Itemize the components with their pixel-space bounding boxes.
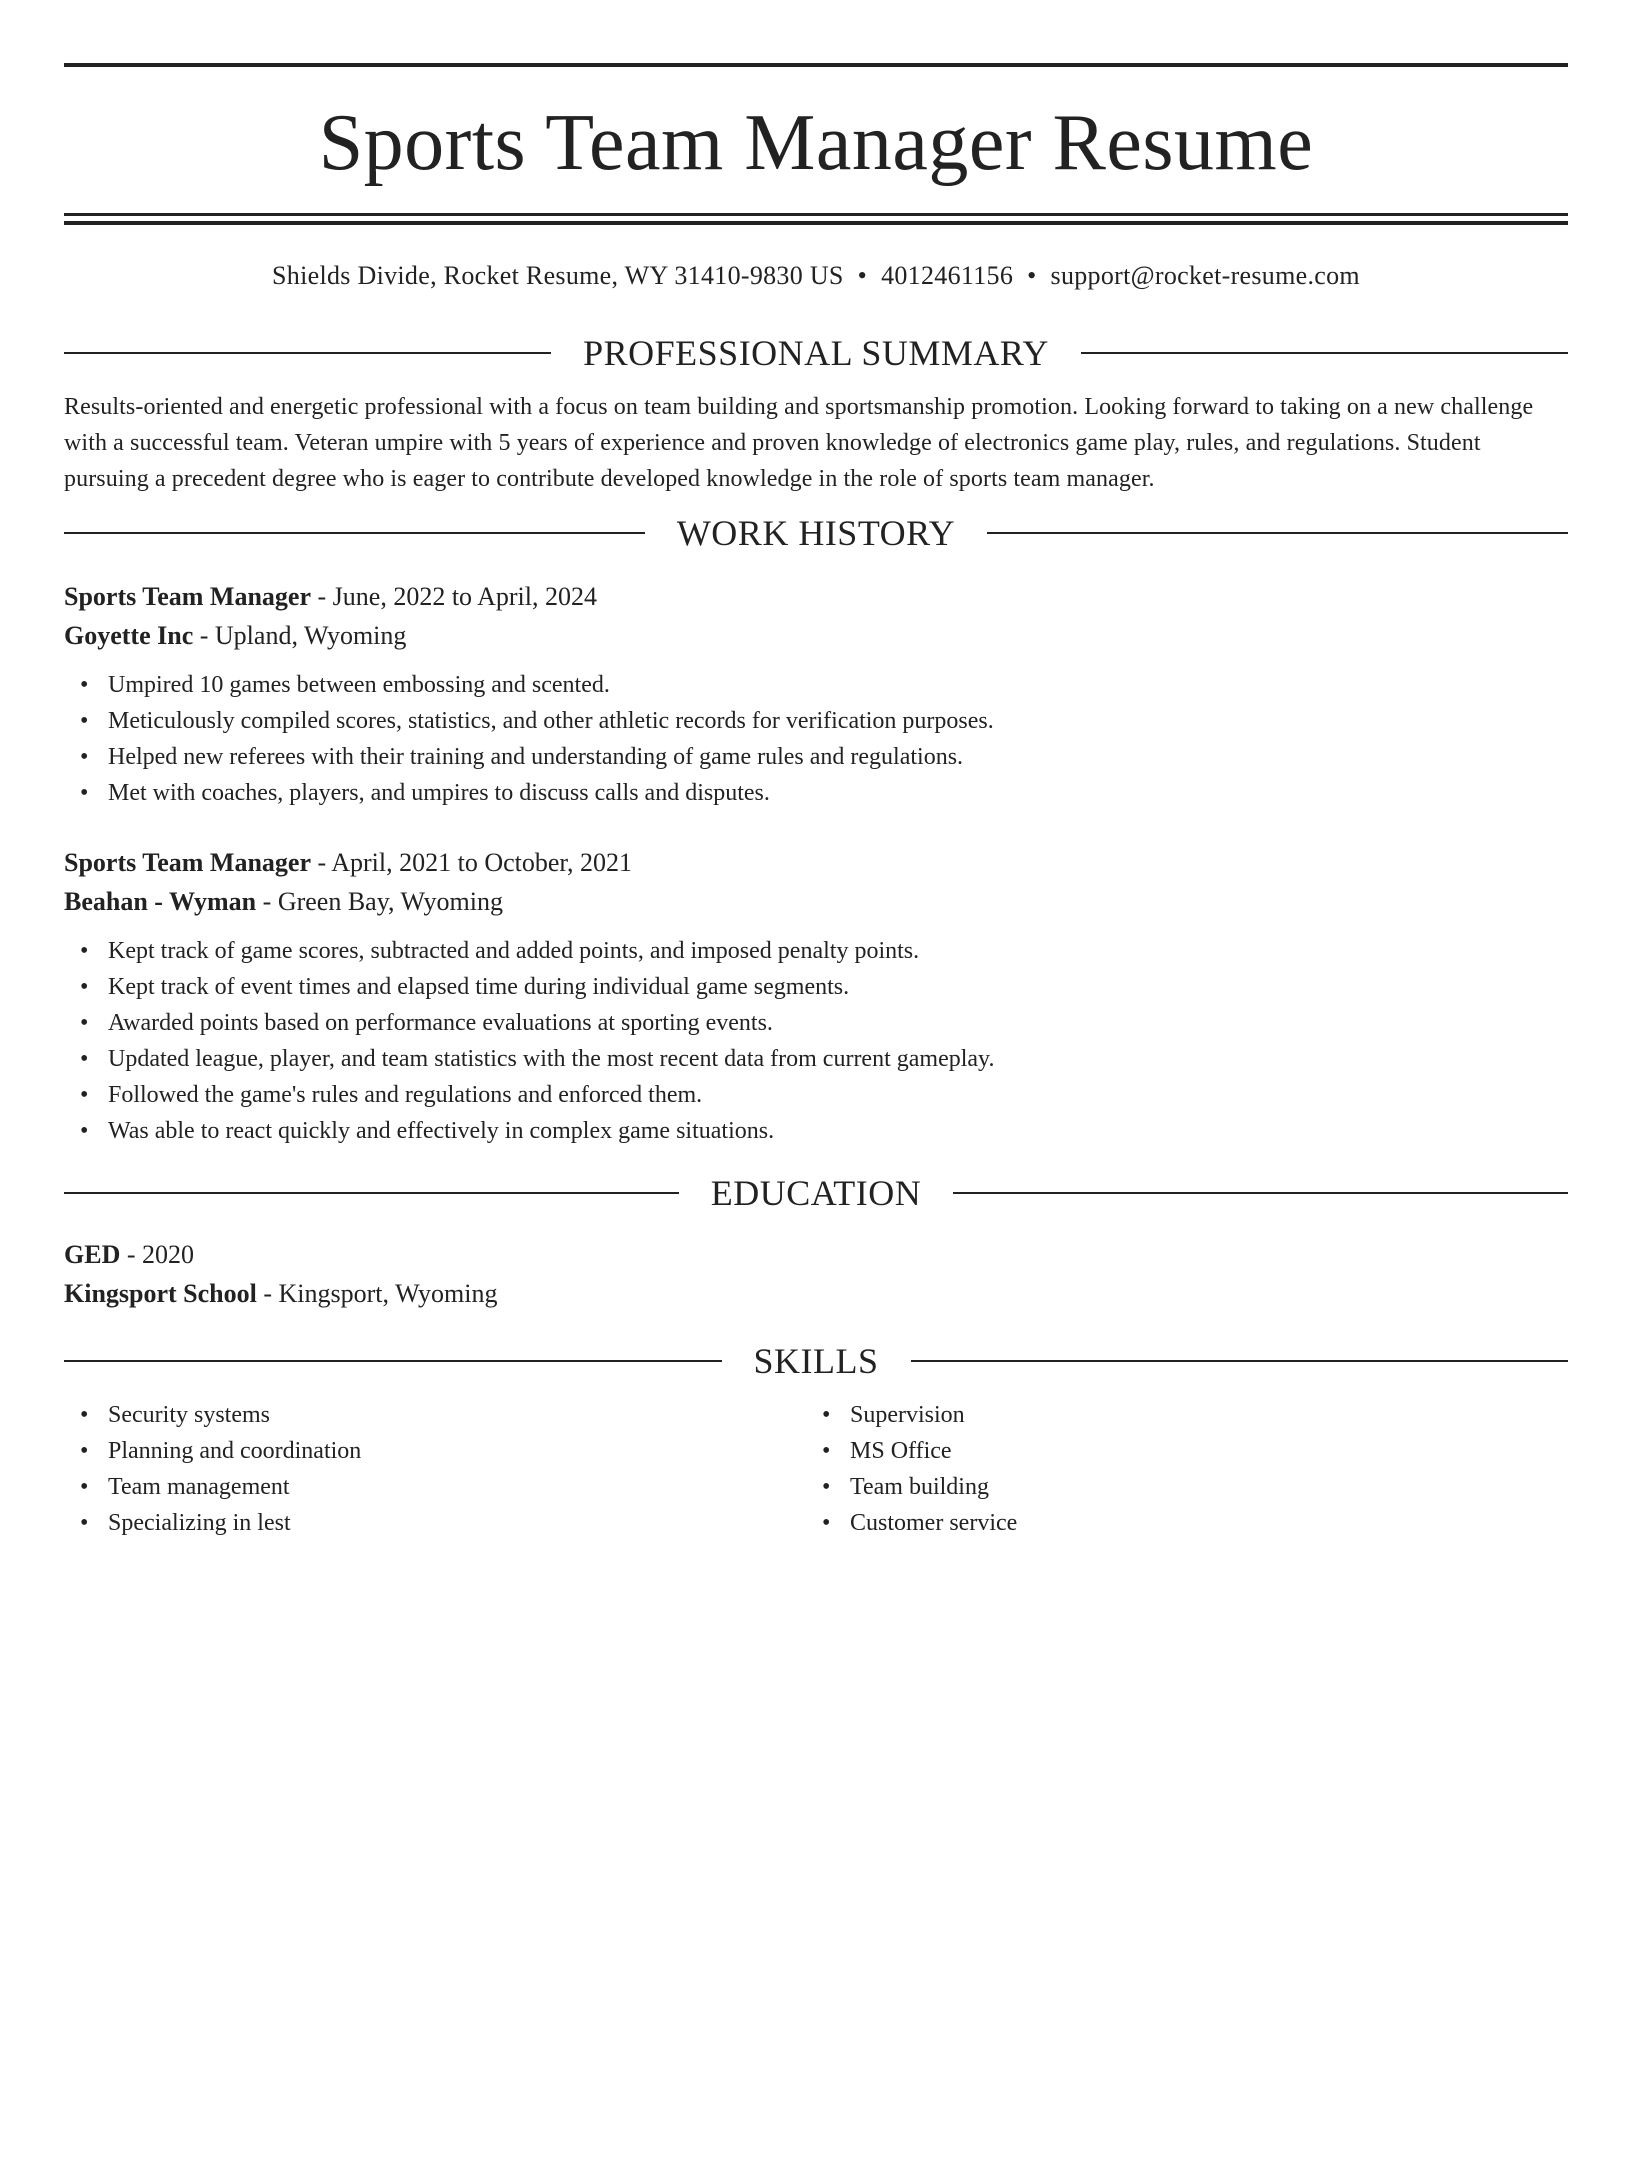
education-entry [64,1235,1568,1313]
list-item: • MS Office [822,1438,952,1464]
skills-columns [64,1397,1568,1541]
job-title: Sports Team Manager [64,582,311,611]
contact-phone: 4012461156 [881,261,1014,290]
job-company-line [64,616,1568,655]
list-item: • Helped new referees with their training and understanding of game rules and regulations. [80,744,964,770]
list-item: • Kept track of event times and elapsed time during individual game segments. [80,974,850,1000]
job-entry [64,577,1568,811]
job-dates: - June, 2022 to April, 2024 [311,582,597,611]
contact-separator: • [1027,261,1037,290]
education-school: Kingsport School [64,1279,257,1308]
list-item: • Followed the game's rules and regulations and enforced them. [80,1082,703,1108]
list-item: • Specializing in lest [80,1510,291,1536]
heading-rule-right [911,1360,1569,1362]
summary-heading: PROFESSIONAL SUMMARY [583,333,1049,373]
contact-email: support@rocket-resume.com [1050,261,1360,290]
job-entry [64,843,1568,1149]
job-duties-list [64,667,1568,811]
education-heading: EDUCATION [710,1173,922,1213]
summary-section-heading [64,331,1568,375]
contact-separator: • [857,261,868,290]
skills-list [64,1397,806,1541]
heading-rule-left [64,352,551,354]
job-company: Goyette Inc [64,621,194,650]
job-duties-list [64,933,1568,1149]
list-item: • Customer service [822,1510,1018,1536]
skills-column-right [806,1397,1548,1541]
job-title-line [64,577,1568,616]
heading-rule-right [953,1192,1568,1194]
job-location: - Green Bay, Wyoming [256,887,503,916]
list-item: • Was able to react quickly and effectively in complex game situations. [80,1118,775,1144]
skills-column-left [64,1397,806,1541]
job-dates: - April, 2021 to October, 2021 [311,848,633,877]
contact-line [64,259,1568,293]
title-double-rule [64,213,1568,225]
job-company: Beahan - Wyman [64,887,257,916]
skills-heading: SKILLS [753,1341,879,1381]
skills-list [806,1397,1548,1541]
list-item: • Meticulously compiled scores, statistics, and other athletic records for verification purposes. [80,708,994,734]
contact-address: Shields Divide, Rocket Resume, WY 31410-9830 US [272,261,844,290]
list-item: • Updated league, player, and team statistics with the most recent data from current gameplay. [80,1046,995,1072]
list-item: • Awarded points based on performance evaluations at sporting events. [80,1010,773,1036]
list-item: • Met with coaches, players, and umpires to discuss calls and disputes. [80,780,770,806]
education-degree: GED [64,1240,121,1269]
heading-rule-left [64,532,645,534]
list-item: • Team building [822,1474,989,1500]
education-section-heading [64,1171,1568,1215]
education-degree-line [64,1235,1568,1274]
job-title-line [64,843,1568,882]
top-rule [64,63,1568,67]
summary-text: Results-oriented and energetic professional with a focus on team building and sportsmanship promotion. Looking forward to taking on a new challenge with a successful team. Veteran umpire with 5 years of experience and proven knowledge of electronics game play, rules, and regulations. Student pursuing a precedent degree who is eager to contribute developed knowledge in the role of sports team manager. [64,394,1534,492]
list-item: • Planning and coordination [80,1438,362,1464]
work-section-heading [64,511,1568,555]
heading-rule-right [987,532,1568,534]
job-title: Sports Team Manager [64,848,311,877]
list-item: • Security systems [80,1402,270,1428]
list-item: • Kept track of game scores, subtracted and added points, and imposed penalty points. [80,938,920,964]
list-item: • Supervision [822,1402,965,1428]
education-year: - 2020 [120,1240,195,1269]
education-location: - Kingsport, Wyoming [256,1279,498,1308]
education-school-line [64,1274,1568,1313]
list-item: • Team management [80,1474,290,1500]
page-title: Sports Team Manager Resume [318,99,1314,187]
list-item: • Umpired 10 games between embossing and scented. [80,672,610,698]
job-company-line [64,882,1568,921]
skills-section-heading [64,1339,1568,1383]
heading-rule-left [64,1192,679,1194]
heading-rule-left [64,1360,722,1362]
resume-page [0,63,1632,2175]
heading-rule-right [1081,352,1568,354]
job-location: - Upland, Wyoming [193,621,407,650]
work-heading: WORK HISTORY [676,513,956,553]
